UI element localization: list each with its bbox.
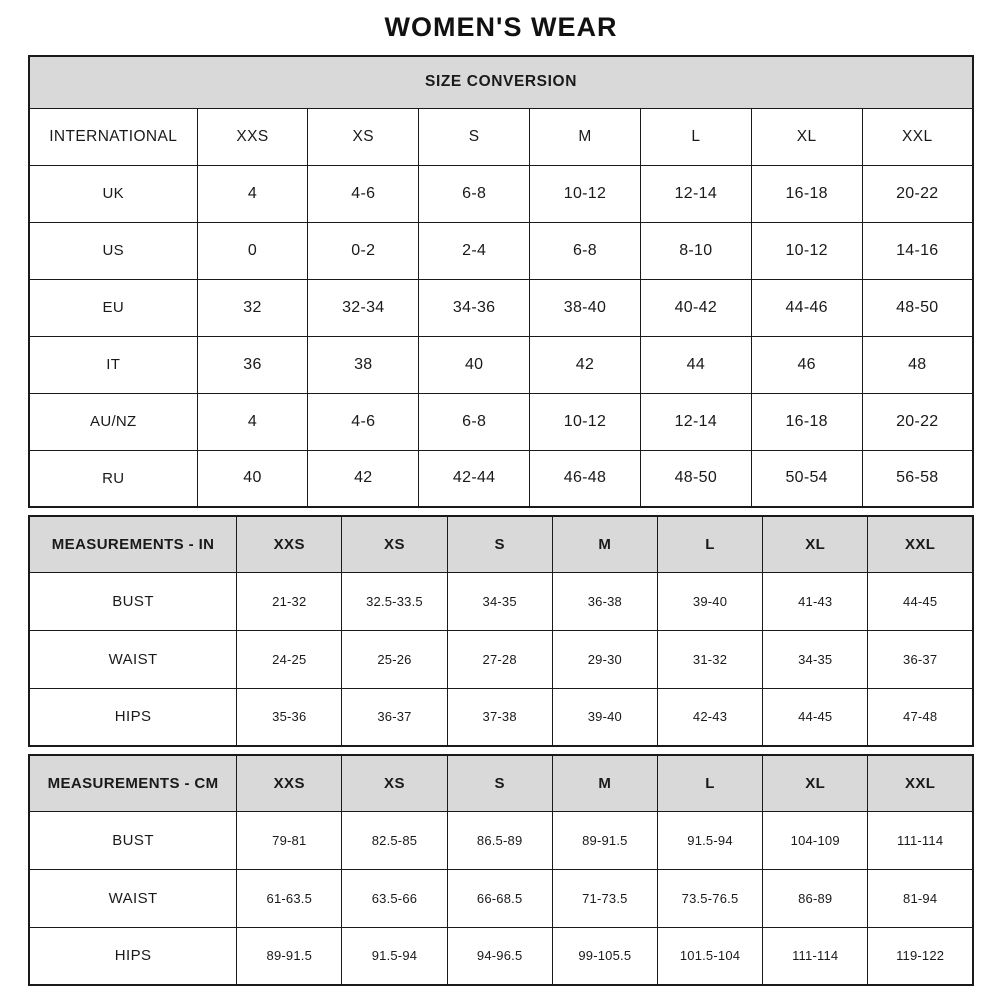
table-row xyxy=(29,450,973,507)
size-column-header: S xyxy=(447,516,552,572)
row-label: IT xyxy=(29,336,197,393)
value-cell: 24-25 xyxy=(237,630,342,688)
size-column-header: XS xyxy=(308,108,419,165)
value-cell: 32-34 xyxy=(308,279,419,336)
value-cell: 6-8 xyxy=(419,165,530,222)
value-cell: 16-18 xyxy=(751,165,862,222)
table-row xyxy=(29,336,973,393)
value-cell: 0-2 xyxy=(308,222,419,279)
table-row xyxy=(29,630,973,688)
size-column-header: M xyxy=(552,516,657,572)
value-cell: 25-26 xyxy=(342,630,447,688)
size-column-header: L xyxy=(657,516,762,572)
header-label-cell: MEASUREMENTS - IN xyxy=(29,516,237,572)
value-cell: 12-14 xyxy=(640,165,751,222)
size-column-header: XXL xyxy=(868,516,973,572)
value-cell: 42 xyxy=(530,336,641,393)
value-cell: 36-38 xyxy=(552,572,657,630)
value-cell: 32.5-33.5 xyxy=(342,572,447,630)
size-column-header: M xyxy=(530,108,641,165)
value-cell: 119-122 xyxy=(868,927,973,985)
row-label: BUST xyxy=(29,811,237,869)
value-cell: 38 xyxy=(308,336,419,393)
value-cell: 44-46 xyxy=(751,279,862,336)
measurements-in-header-row xyxy=(29,516,973,572)
value-cell: 86-89 xyxy=(763,869,868,927)
value-cell: 40 xyxy=(419,336,530,393)
value-cell: 79-81 xyxy=(237,811,342,869)
table-row xyxy=(29,393,973,450)
size-conversion-title: SIZE CONVERSION xyxy=(29,56,973,108)
value-cell: 111-114 xyxy=(868,811,973,869)
size-column-header: S xyxy=(447,755,552,811)
value-cell: 48-50 xyxy=(862,279,973,336)
value-cell: 91.5-94 xyxy=(342,927,447,985)
measurements-cm-body xyxy=(29,811,973,985)
value-cell: 4-6 xyxy=(308,165,419,222)
value-cell: 46-48 xyxy=(530,450,641,507)
value-cell: 63.5-66 xyxy=(342,869,447,927)
value-cell: 29-30 xyxy=(552,630,657,688)
value-cell: 34-35 xyxy=(447,572,552,630)
value-cell: 6-8 xyxy=(419,393,530,450)
row-label: AU/NZ xyxy=(29,393,197,450)
size-column-header: XS xyxy=(342,516,447,572)
measurements-in-body xyxy=(29,572,973,746)
value-cell: 34-36 xyxy=(419,279,530,336)
row-label: BUST xyxy=(29,572,237,630)
row-label: US xyxy=(29,222,197,279)
value-cell: 44-45 xyxy=(868,572,973,630)
size-conversion-caption-row xyxy=(29,56,973,108)
value-cell: 36 xyxy=(197,336,308,393)
table-row xyxy=(29,688,973,746)
row-label: RU xyxy=(29,450,197,507)
value-cell: 4-6 xyxy=(308,393,419,450)
value-cell: 101.5-104 xyxy=(657,927,762,985)
value-cell: 2-4 xyxy=(419,222,530,279)
size-column-header: XL xyxy=(763,755,868,811)
value-cell: 20-22 xyxy=(862,393,973,450)
value-cell: 14-16 xyxy=(862,222,973,279)
value-cell: 73.5-76.5 xyxy=(657,869,762,927)
measurements-cm-header-row xyxy=(29,755,973,811)
header-label-cell: INTERNATIONAL xyxy=(29,108,197,165)
value-cell: 27-28 xyxy=(447,630,552,688)
size-conversion-header-row xyxy=(29,108,973,165)
value-cell: 8-10 xyxy=(640,222,751,279)
size-column-header: L xyxy=(657,755,762,811)
value-cell: 86.5-89 xyxy=(447,811,552,869)
row-label: HIPS xyxy=(29,927,237,985)
value-cell: 89-91.5 xyxy=(237,927,342,985)
size-column-header: S xyxy=(419,108,530,165)
table-row xyxy=(29,927,973,985)
value-cell: 47-48 xyxy=(868,688,973,746)
value-cell: 31-32 xyxy=(657,630,762,688)
table-row xyxy=(29,869,973,927)
value-cell: 10-12 xyxy=(530,393,641,450)
value-cell: 10-12 xyxy=(751,222,862,279)
value-cell: 38-40 xyxy=(530,279,641,336)
value-cell: 61-63.5 xyxy=(237,869,342,927)
value-cell: 50-54 xyxy=(751,450,862,507)
value-cell: 91.5-94 xyxy=(657,811,762,869)
measurements-in-table xyxy=(28,515,974,747)
row-label: WAIST xyxy=(29,630,237,688)
value-cell: 16-18 xyxy=(751,393,862,450)
size-column-header: XXL xyxy=(862,108,973,165)
value-cell: 82.5-85 xyxy=(342,811,447,869)
value-cell: 41-43 xyxy=(763,572,868,630)
value-cell: 66-68.5 xyxy=(447,869,552,927)
value-cell: 40-42 xyxy=(640,279,751,336)
value-cell: 46 xyxy=(751,336,862,393)
value-cell: 48 xyxy=(862,336,973,393)
value-cell: 111-114 xyxy=(763,927,868,985)
page-title: WOMEN'S WEAR xyxy=(384,12,618,42)
value-cell: 42-43 xyxy=(657,688,762,746)
value-cell: 89-91.5 xyxy=(552,811,657,869)
row-label: EU xyxy=(29,279,197,336)
row-label: HIPS xyxy=(29,688,237,746)
value-cell: 4 xyxy=(197,165,308,222)
value-cell: 4 xyxy=(197,393,308,450)
size-column-header: XXS xyxy=(237,755,342,811)
value-cell: 48-50 xyxy=(640,450,751,507)
value-cell: 94-96.5 xyxy=(447,927,552,985)
size-column-header: XXS xyxy=(237,516,342,572)
value-cell: 36-37 xyxy=(342,688,447,746)
value-cell: 44-45 xyxy=(763,688,868,746)
size-column-header: XXS xyxy=(197,108,308,165)
value-cell: 104-109 xyxy=(763,811,868,869)
value-cell: 37-38 xyxy=(447,688,552,746)
table-row xyxy=(29,222,973,279)
header-label-cell: MEASUREMENTS - CM xyxy=(29,755,237,811)
size-column-header: XL xyxy=(763,516,868,572)
value-cell: 34-35 xyxy=(763,630,868,688)
value-cell: 0 xyxy=(197,222,308,279)
table-row xyxy=(29,811,973,869)
size-column-header: XXL xyxy=(868,755,973,811)
value-cell: 21-32 xyxy=(237,572,342,630)
value-cell: 39-40 xyxy=(657,572,762,630)
table-row xyxy=(29,279,973,336)
measurements-cm-table xyxy=(28,754,974,986)
value-cell: 39-40 xyxy=(552,688,657,746)
size-column-header: XS xyxy=(342,755,447,811)
value-cell: 44 xyxy=(640,336,751,393)
value-cell: 36-37 xyxy=(868,630,973,688)
size-conversion-body xyxy=(29,165,973,507)
value-cell: 42 xyxy=(308,450,419,507)
value-cell: 56-58 xyxy=(862,450,973,507)
row-label: WAIST xyxy=(29,869,237,927)
value-cell: 6-8 xyxy=(530,222,641,279)
table-row xyxy=(29,165,973,222)
size-column-header: XL xyxy=(751,108,862,165)
value-cell: 35-36 xyxy=(237,688,342,746)
size-column-header: L xyxy=(640,108,751,165)
value-cell: 42-44 xyxy=(419,450,530,507)
size-conversion-table xyxy=(28,55,974,508)
value-cell: 20-22 xyxy=(862,165,973,222)
table-row xyxy=(29,572,973,630)
row-label: UK xyxy=(29,165,197,222)
value-cell: 81-94 xyxy=(868,869,973,927)
value-cell: 10-12 xyxy=(530,165,641,222)
value-cell: 32 xyxy=(197,279,308,336)
value-cell: 99-105.5 xyxy=(552,927,657,985)
size-column-header: M xyxy=(552,755,657,811)
value-cell: 71-73.5 xyxy=(552,869,657,927)
value-cell: 40 xyxy=(197,450,308,507)
value-cell: 12-14 xyxy=(640,393,751,450)
